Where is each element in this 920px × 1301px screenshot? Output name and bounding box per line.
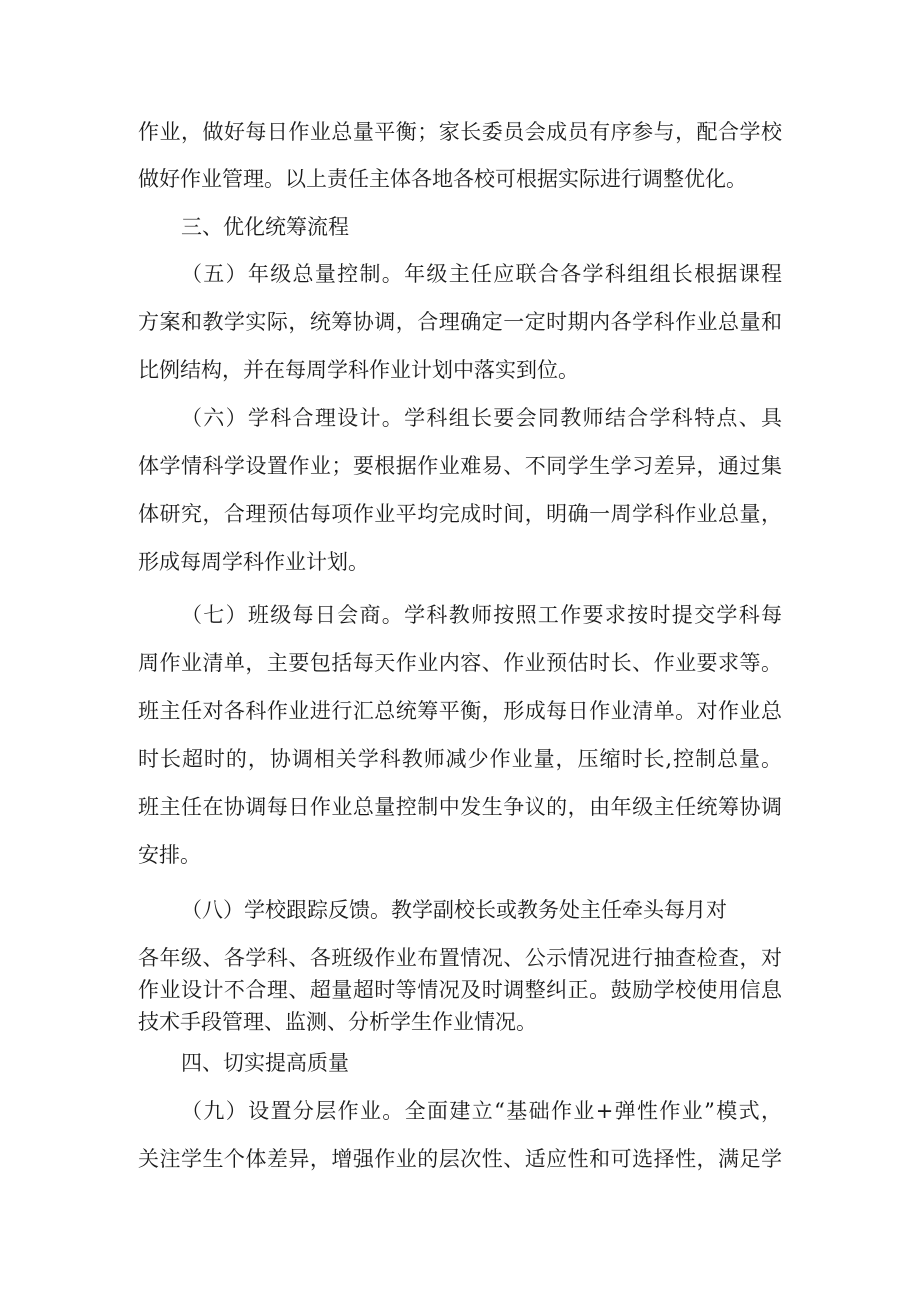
paragraph-line: 周作业清单，主要包括每天作业内容、作业预估时长、作业要求等。 (138, 651, 782, 675)
paragraph-line: 形成每周学科作业计划。 (138, 550, 369, 574)
paragraph-line: 做好作业管理。以上责任主体各地各校可根据实际进行调整优化。 (138, 167, 747, 191)
paragraph-line: 体研究，合理预估每项作业平均完成时间，明确一周学科作业总量， (138, 502, 782, 526)
paragraph-line: （七）班级每日会商。学科教师按照工作要求按时提交学科每 (181, 603, 782, 627)
paragraph-line: 安排。 (138, 843, 201, 867)
paragraph-line: （六）学科合理设计。学科组长要会同教师结合学科特点、具 (181, 406, 782, 430)
section-heading: 三、优化统筹流程 (181, 215, 349, 239)
paragraph-line: （五）年级总量控制。年级主任应联合各学科组组长根据课程 (181, 262, 782, 286)
paragraph-line: （八）学校跟踪反馈。教学副校长或教务处主任牵头每月对 (181, 898, 727, 922)
paragraph-line: 班主任在协调每日作业总量控制中发生争议的，由年级主任统筹协调 (138, 795, 782, 819)
paragraph-line: 各年级、各学科、各班级作业布置情况、公示情况进行抽查检查，对 (138, 946, 782, 970)
paragraph-line: 时长超时的，协调相关学科教师减少作业量，压缩时长,控制总量。 (138, 747, 782, 771)
section-heading: 四、切实提高质量 (181, 1051, 349, 1075)
paragraph-line: 关注学生个体差异，增强作业的层次性、适应性和可选择性，满足学 (138, 1147, 782, 1171)
paragraph-line: （九）设置分层作业。全面建立“基础作业+弹性作业”模式， (181, 1099, 782, 1123)
paragraph-line: 作业设计不合理、超量超时等情况及时调整纠正。鼓励学校使用信息 (138, 978, 782, 1002)
paragraph-line: 技术手段管理、监测、分析学生作业情况。 (138, 1010, 537, 1034)
paragraph-line: 方案和教学实际，统筹协调，合理确定一定时期内各学科作业总量和 (138, 310, 782, 334)
paragraph-line: 体学情科学设置作业；要根据作业难易、不同学生学习差异，通过集 (138, 454, 782, 478)
paragraph-line: 班主任对各科作业进行汇总统筹平衡，形成每日作业清单。对作业总 (138, 699, 782, 723)
paragraph-line: 比例结构，并在每周学科作业计划中落实到位。 (138, 358, 579, 382)
paragraph-line: 作业，做好每日作业总量平衡；家长委员会成员有序参与，配合学校 (138, 120, 782, 144)
